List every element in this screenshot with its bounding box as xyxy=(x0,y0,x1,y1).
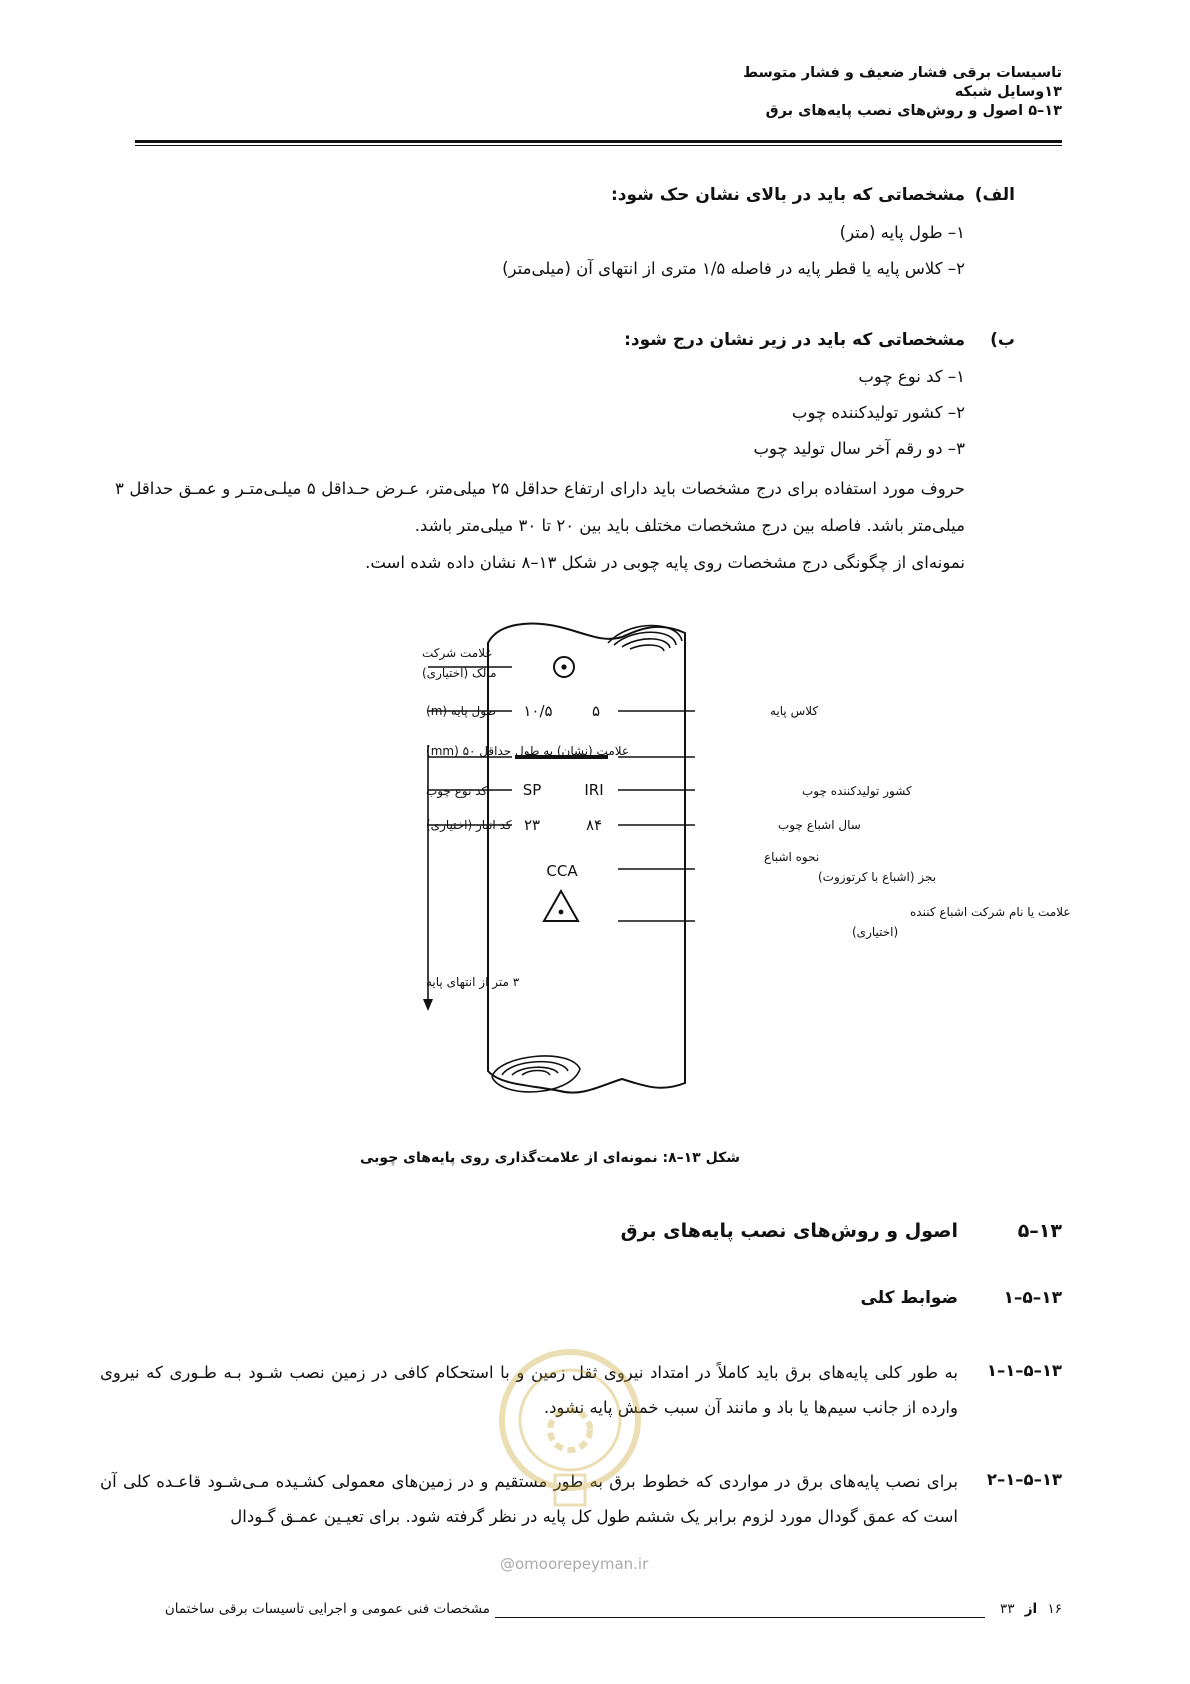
saturator-mark-symbol xyxy=(544,891,578,921)
pole-sp-code: SP xyxy=(522,781,542,799)
pole-code-23: ۲۳ xyxy=(523,816,541,834)
clause-1-number: ۱۳–۵–۱–۱ xyxy=(986,1361,1062,1380)
footer-page-number: ۱۶ xyxy=(1047,1601,1062,1617)
label-owner-mark-1: علامت شرکت xyxy=(422,646,493,660)
header-title-line-3: ۱۳–۵ اصول و روش‌های نصب پایه‌های برق xyxy=(765,103,1062,119)
label-year: سال اشباع چوب xyxy=(778,818,861,832)
footer-of: از xyxy=(1024,1601,1038,1617)
section-b-item-3: ۳– دو رقم آخر سال تولید چوب xyxy=(753,439,965,458)
section-b-item-2: ۲– کشور تولیدکننده چوب xyxy=(791,403,965,422)
label-three-meter: ۳ متر از انتهای پایه xyxy=(426,975,520,989)
section-a-item-1: ۱– طول پایه (متر) xyxy=(839,223,965,242)
header-rule xyxy=(135,140,1062,143)
section-5-1-title: ضوابط کلی xyxy=(860,1288,958,1308)
label-mark-line: علامت (نشان) به طول حداقل ۵۰ (mm) xyxy=(426,744,630,758)
pole-code-84: ۸۴ xyxy=(585,816,603,834)
header-title-line-1: تاسیسات برقی فشار ضعیف و فشار متوسط xyxy=(742,65,1062,81)
pole-outline xyxy=(488,624,685,1093)
section-b-paragraph: حروف مورد استفاده برای درج مشخصات باید دارای ارتفاع حداقل ۲۵ میلی‌متر، عـرض حـداقل ۵ میلـی‌متـر و عمـق حداقل ۳ میلی‌متر باشد. فاصله بین درج مشخصات مختلف باید بین ۲۰ تا ۳۰ میلی‌متر باشد. xyxy=(115,479,965,535)
label-method-2: بجز (اشباع با کرتوزوت) xyxy=(818,870,937,884)
label-pole-length: طول پایه (m) xyxy=(426,704,496,718)
footer-title: مشخصات فنی عمومی و اجرایی تاسیسات برقی ساختمان xyxy=(164,1601,490,1617)
figure-caption: شکل ۱۳–۸: نمونه‌ای از علامت‌گذاری روی پایه‌های چوبی xyxy=(360,1150,740,1166)
section-b-marker: ب) xyxy=(990,330,1015,350)
section-a-title: مشخصاتی که باید در بالای نشان حک شود: xyxy=(610,185,965,205)
label-wood-type: کد نوع چوب xyxy=(426,784,488,798)
pole-class-value: ۵ xyxy=(591,702,601,720)
label-method-1: نحوه اشباع xyxy=(764,850,820,864)
label-saturator-1: علامت یا نام شرکت اشباع کننده xyxy=(910,905,1071,919)
pole-cca: CCA xyxy=(546,862,578,880)
label-owner-mark-2: مالک (اختیاری) xyxy=(422,666,497,680)
footer-rule xyxy=(495,1617,985,1618)
section-5-1-number: ۱۳–۵–۱ xyxy=(1003,1288,1062,1308)
watermark-text: @omoorepeyman.ir xyxy=(500,1555,649,1573)
section-5-number: ۱۳–۵ xyxy=(1017,1220,1062,1242)
wood-pole-figure xyxy=(230,615,1071,1115)
label-saturator-2: (اختیاری) xyxy=(852,925,899,939)
section-a-marker: الف) xyxy=(974,185,1015,205)
clause-1-text: به طور کلی پایه‌های برق باید کاملاً در امتداد نیروی ثقل زمین و با استحکام کافی در زمین نصب شـود بـه طـوری که نیروی وارده از جانب سیم‌ها یا باد و مانند آن سبب خمش پایه نشود. xyxy=(100,1363,958,1417)
watermark-logo xyxy=(495,1340,645,1530)
label-pole-class: کلاس پایه xyxy=(770,704,819,718)
pole-iri-code: IRI xyxy=(584,781,604,799)
label-store-code: کد انبار (اختیاری) xyxy=(426,818,512,832)
clause-2-number: ۱۳–۵–۱–۲ xyxy=(986,1470,1062,1489)
clause-2-text: برای نصب پایه‌های برق در مواردی که خطوط برق به طور مستقیم و در زمین‌های معمولی کشـیده مـی‌شـود قاعـده کلی آن است که عمق گودال مورد لزوم برابر یک ششم طول کل پایه در نظر گرفته شود. برای تعیـین عمـق گـودال xyxy=(100,1472,958,1526)
label-country: کشور تولیدکننده چوب xyxy=(802,784,912,798)
pole-length-value: ۱۰/۵ xyxy=(523,702,553,720)
footer-total-pages: ۳۳ xyxy=(999,1601,1015,1617)
section-5-title: اصول و روش‌های نصب پایه‌های برق xyxy=(620,1220,958,1242)
section-b-paragraph-2: نمونه‌ای از چگونگی درج مشخصات روی پایه چوبی در شکل ۱۳–۸ نشان داده شده است. xyxy=(365,553,965,572)
footer-page-indicator xyxy=(1000,1601,1062,1617)
section-a-item-2: ۲– کلاس پایه یا قطر پایه در فاصله ۱/۵ متری از انتهای آن (میلی‌متر) xyxy=(502,259,965,278)
header-title-line-2: ۱۳وسایل شبکه xyxy=(954,84,1062,100)
section-b-title: مشخصاتی که باید در زیر نشان درج شود: xyxy=(624,330,965,350)
section-b-item-1: ۱– کد نوع چوب xyxy=(858,367,965,386)
header-rule-thin xyxy=(135,145,1062,146)
